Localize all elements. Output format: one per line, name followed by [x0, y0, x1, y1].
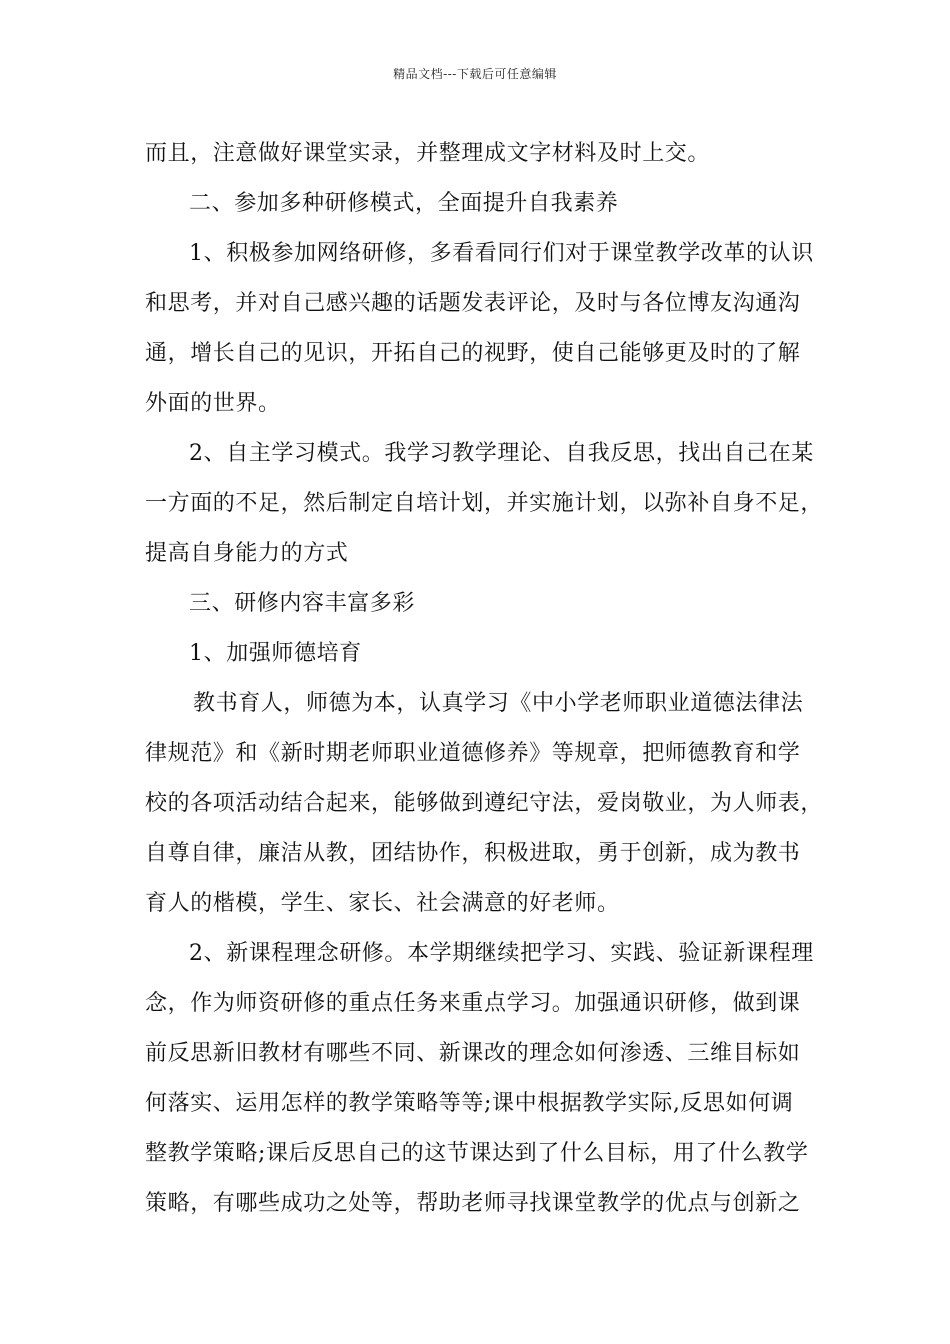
text-line: 律规范》和《新时期老师职业道德修养》等规章，把师德教育和学: [145, 741, 801, 766]
section-heading: 三、研修内容丰富多彩: [189, 591, 416, 616]
text-line: 和思考，并对自己感兴趣的话题发表评论，及时与各位博友沟通沟: [145, 291, 801, 316]
paragraph-start: 1、积极参加网络研修，多看看同行们对于课堂教学改革的认识: [189, 241, 814, 266]
text-line: 而且，注意做好课堂实录，并整理成文字材料及时上交。: [145, 141, 711, 166]
text-line: 自尊自律，廉洁从教，团结协作，积极进取，勇于创新，成为教书: [145, 841, 801, 866]
text-line: 念，作为师资研修的重点任务来重点学习。加强通识研修，做到课: [145, 991, 801, 1016]
text-line: 提高自身能力的方式: [145, 541, 349, 566]
subsection-heading: 1、加强师德培育: [189, 641, 362, 666]
text-line: 策略，有哪些成功之处等，帮助老师寻找课堂教学的优点与创新之: [145, 1191, 801, 1216]
text-line: 校的各项活动结合起来，能够做到遵纪守法，爱岗敬业，为人师表，: [145, 791, 824, 816]
text-line: 何落实、运用怎样的教学策略等等;课中根据教学实际,反思如何调: [145, 1091, 794, 1116]
text-line: 一方面的不足，然后制定自培计划，并实施计划，以弥补自身不足，: [145, 491, 824, 516]
paragraph-start: 2、自主学习模式。我学习教学理论、自我反思，找出自己在某: [189, 441, 814, 466]
text-line: 整教学策略;课后反思自己的这节课达到了什么目标，用了什么教学: [145, 1141, 809, 1166]
document-body: [145, 129, 825, 1229]
text-line: 通，增长自己的见识，开拓自己的视野，使自己能够更及时的了解: [145, 341, 801, 366]
page-header: 精品文档---下载后可任意编辑: [393, 67, 557, 81]
text-line: 前反思新旧教材有哪些不同、新课改的理念如何渗透、三维目标如: [145, 1041, 801, 1066]
text-line: 外面的世界。: [145, 391, 281, 416]
section-heading: 二、参加多种研修模式，全面提升自我素养: [189, 191, 619, 216]
paragraph-start: 教书育人，师德为本，认真学习《中小学老师职业道德法律法: [193, 691, 804, 716]
text-line: 育人的楷模，学生、家长、社会满意的好老师。: [145, 891, 620, 916]
paragraph-start: 2、新课程理念研修。本学期继续把学习、实践、验证新课程理: [189, 941, 814, 966]
